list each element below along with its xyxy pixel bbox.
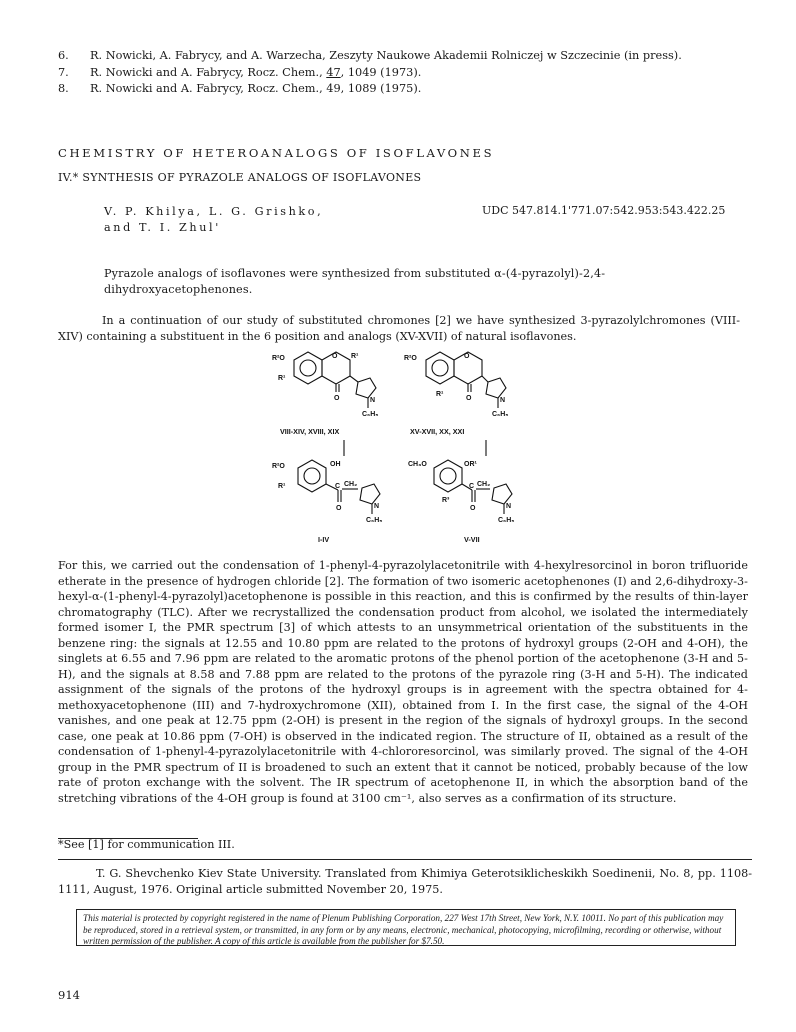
reference-item [58, 48, 758, 65]
svg-text:O: O [332, 353, 338, 360]
svg-text:OH: OH [330, 461, 341, 468]
affiliation-note: T. G. Shevchenko Kiev State University. Translated from Khimiya Geterotsiklicheskikh Soedinenii, No. 8, pp. 1108-1111, August, 1976. Original article submitted November 20, 1975. [58, 867, 752, 896]
svg-text:C₆H₅: C₆H₅ [492, 411, 509, 418]
copyright-notice: This material is protected by copyright registered in the name of Plenum Publishing Corporation, 227 West 17th Street, New York, N.Y. 10011. No part of this publication may be reproduced, stored in a retrieval system, or transmitted, in any form or by any means, electronic, mechanical, photocopying, microfilming, recording or otherwise, without written permission of the publisher. A copy of this article is available from the publisher for $7.50. [76, 909, 736, 946]
reference-item [58, 81, 758, 98]
svg-text:R²O: R²O [272, 355, 285, 362]
svg-text:N: N [506, 503, 512, 510]
authors-line-1: V. P. Khilya, L. G. Grishko, [104, 205, 324, 218]
svg-text:OR¹: OR¹ [464, 461, 477, 468]
svg-text:CH₂: CH₂ [344, 481, 358, 488]
udc-code: UDC 547.814.1'771.07:542.953:543.422.25 [482, 204, 726, 217]
footnote: *See [1] for communication III. [58, 838, 235, 851]
reference-volume: 47 [326, 65, 341, 79]
reference-number: 6. [58, 49, 69, 62]
svg-text:C₆H₅: C₆H₅ [498, 517, 515, 524]
reference-item [58, 65, 758, 82]
intro-paragraph: In a continuation of our study of substituted chromones [2] we have synthesized 3-pyrazolylchromones (VIII-XIV) containing a substituent in the 6 position and analogs (XV-XVII) of natural isoflavones. [58, 314, 740, 343]
caption-top-right: XV-XVII, XX, XXI [410, 427, 465, 436]
affiliation-rule [58, 859, 752, 860]
svg-text:R¹: R¹ [351, 353, 359, 360]
svg-text:O: O [470, 505, 476, 512]
svg-text:N: N [500, 397, 506, 404]
svg-text:C: C [335, 483, 341, 490]
svg-text:R¹: R¹ [278, 483, 286, 490]
reference-text: R. Nowicki and A. Fabrycy, Rocz. Chem., 47, 1049 (1973). [90, 65, 422, 79]
article-title: IV.* SYNTHESIS OF PYRAZOLE ANALOGS OF ISOFLAVONES [58, 171, 422, 184]
svg-text:C₆H₅: C₆H₅ [366, 517, 383, 524]
svg-text:CH₂: CH₂ [477, 481, 491, 488]
caption-bottom-left: I-IV [318, 535, 330, 544]
svg-text:R²O: R²O [404, 355, 417, 362]
reference-text: R. Nowicki and A. Fabrycy, Rocz. Chem., 49, 1089 (1975). [90, 82, 422, 95]
svg-text:N: N [374, 503, 380, 510]
reaction-scheme [258, 348, 518, 548]
svg-text:C₆H₅: C₆H₅ [362, 411, 379, 418]
svg-text:R¹: R¹ [436, 391, 444, 398]
reference-list [58, 48, 758, 98]
svg-text:O: O [336, 505, 342, 512]
svg-text:C: C [469, 483, 475, 490]
reference-text: R. Nowicki, A. Fabrycy, and A. Warzecha, Zeszyty Naukowe Akademii Rolniczej w Szczecinie (in press). [90, 49, 682, 62]
reference-number: 8. [58, 82, 69, 95]
svg-text:N: N [370, 397, 376, 404]
svg-text:O: O [334, 395, 340, 402]
series-title: CHEMISTRY OF HETEROANALOGS OF ISOFLAVONES [58, 146, 495, 160]
svg-text:O: O [464, 353, 470, 360]
authors-line-2: and T. I. Zhul' [104, 221, 221, 234]
svg-text:R³: R³ [442, 497, 450, 504]
caption-top-left: VIII-XIV, XVIII, XIX [280, 427, 340, 436]
authors [104, 204, 323, 236]
reference-number: 7. [58, 65, 69, 79]
svg-text:R¹: R¹ [278, 375, 286, 382]
svg-text:R²O: R²O [272, 463, 285, 470]
svg-text:O: O [466, 395, 472, 402]
main-paragraph: For this, we carried out the condensation of 1-phenyl-4-pyrazolylacetonitrile with 4-hexylresorcinol in boron trifluoride etherate in the presence of hydrogen chloride [2]. The formation of two isomeric acetophenones (I) and 2,6-dihydroxy-3-hexyl-α-(1-phenyl-4-pyrazolyl)acetophenone is possible in this reaction, and this is confirmed by the results of thin-layer chromatography (TLC). After we recrystallized the condensation product from alcohol, we isolated the intermediately formed isomer I, the PMR spectrum [3] of which attests to an unsymmetrical orientation of the substituents in the benzene ring: the signals at 12.55 and 10.80 ppm are related to the protons of hydroxyl groups (2-OH and 4-OH), the singlets at 6.55 and 7.96 ppm are related to the aromatic protons of the phenol portion of the acetophenone (3-H and 5-H), and the signals at 8.58 and 7.88 ppm are related to the protons of the pyrazole ring (3-H and 5-H). The indicated assignment of the signals of the protons of the hydroxyl groups is in agreement with the spectra obtained for 4-methoxyacetophenone (III) and 7-hydroxychromone (XII), obtained from I. In the first case, the signal of the 4-OH vanishes, and one peak at 12.75 ppm (2-OH) is present in the region of the signals of hydroxyl groups. In the second case, one peak at 10.86 ppm (7-OH) is observed in the indicated region. The structure of II, obtained as a result of the condensation of 1-phenyl-4-pyrazolylacetonitrile with 4-chlororesorcinol, was similarly proved. The signal of the 4-OH group in the PMR spectrum of II is broadened to such an extent that it cannot be noticed, probably because of the low rate of proton exchange with the solvent. The IR spectrum of acetophenone II, in which the absorption band of the stretching vibrations of the 4-OH group is found at 3100 cm⁻¹, also serves as a confirmation of its structure. [58, 559, 748, 805]
page-number: 914 [58, 988, 80, 1002]
svg-text:CH₃O: CH₃O [408, 461, 427, 468]
caption-bottom-right: V-VII [464, 535, 480, 544]
abstract: Pyrazole analogs of isoflavones were synthesized from substituted α-(4-pyrazolyl)-2,4-dihydroxyacetophenones. [104, 267, 606, 296]
